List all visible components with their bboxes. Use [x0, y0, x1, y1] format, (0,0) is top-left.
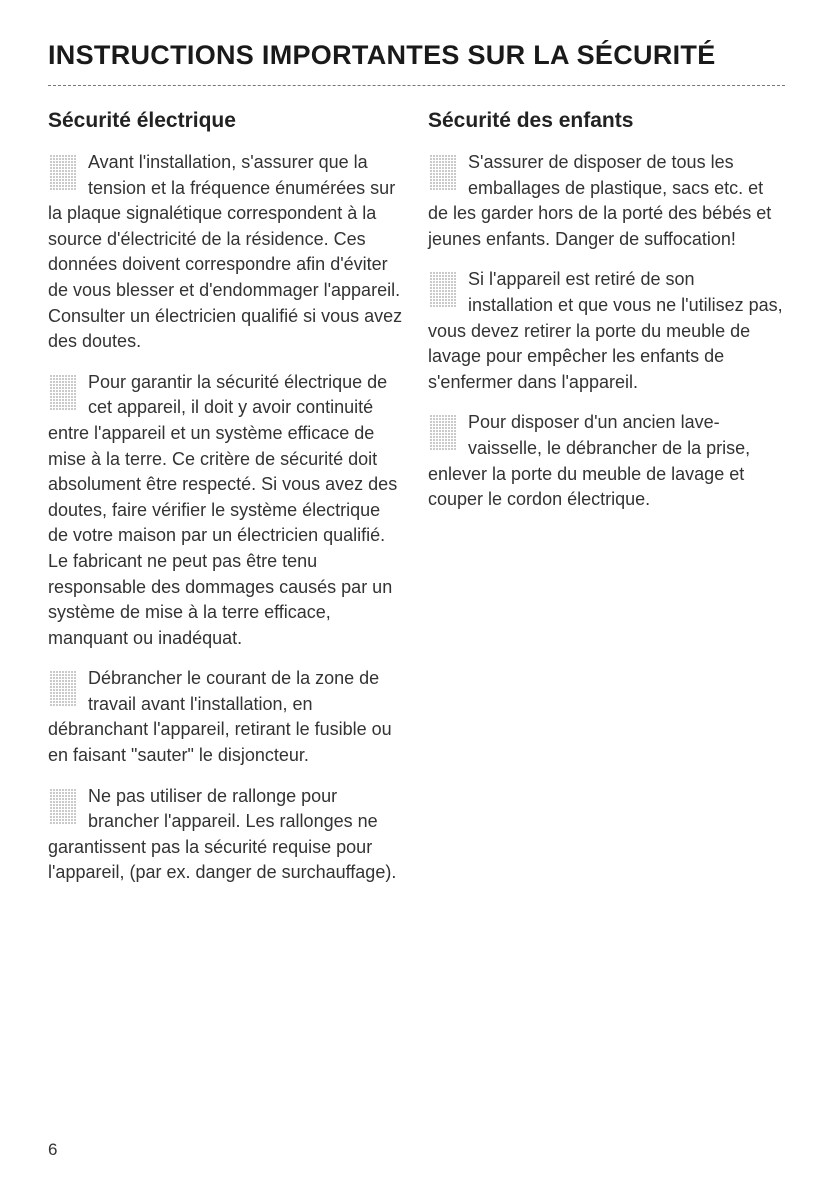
- bullet-marker-icon: [428, 154, 458, 190]
- child-safety-section: [428, 108, 783, 528]
- bullet-marker-icon: [48, 670, 78, 706]
- child-paragraph-2: Si l'appareil est retiré de son installation et que vous ne l'utilisez pas, vous devez retirer la porte du meuble de lavage pour empêcher les enfants de s'enfermer dans l'appareil.: [428, 269, 783, 392]
- bullet-marker-icon: [48, 374, 78, 410]
- electrical-paragraph-1: Avant l'installation, s'assurer que la tension et la fréquence énumérées sur la plaque signalétique correspondent à la source d'électricité de la résidence. Ces données doivent correspondre afin d'éviter de vous blesser et d'endommager l'appareil. Consulter un électricien qualifié si vous avez des doutes.: [48, 152, 403, 352]
- page-number: 6: [48, 1140, 58, 1159]
- bullet-marker-icon: [428, 271, 458, 307]
- electrical-safety-heading: Sécurité électrique: [48, 109, 236, 132]
- electrical-paragraph-2: Pour garantir la sécurité électrique de cet appareil, il doit y avoir continuité entre l'appareil et un système efficace de mise à la terre. Ce critère de sécurité doit absolument être respecté. Si vous avez des doutes, faire vérifier le système électrique de votre maison par un électricien qualifié. Le fabricant ne peut pas être tenu responsable des dommages causés par un système de mise à la terre efficace, manquant ou inadéquat.: [48, 371, 398, 648]
- child-paragraph-1: S'assurer de disposer de tous les emballages de plastique, sacs etc. et de les garder hors de la porté des bébés et jeunes enfants. Danger de suffocation!: [428, 152, 772, 249]
- title-divider: [48, 85, 785, 86]
- electrical-safety-section: [48, 108, 403, 901]
- bullet-marker-icon: [428, 414, 458, 450]
- bullet-marker-icon: [48, 154, 78, 190]
- child-safety-heading: Sécurité des enfants: [428, 109, 634, 132]
- child-paragraph-3: Pour disposer d'un ancien lave-vaisselle, le débrancher de la prise, enlever la porte du meuble de lavage et couper le cordon électrique.: [428, 412, 751, 510]
- page-title: INSTRUCTIONS IMPORTANTES SUR LA SÉCURITÉ: [48, 40, 716, 70]
- electrical-paragraph-4: Ne pas utiliser de rallonge pour brancher l'appareil. Les rallonges ne garantissent pas la sécurité requise pour l'appareil, (par ex. danger de surchauffage).: [48, 785, 397, 883]
- electrical-paragraph-3: Débrancher le courant de la zone de travail avant l'installation, en débranchant l'appareil, retirant le fusible ou en faisant "sauter" le disjoncteur.: [48, 668, 392, 766]
- bullet-marker-icon: [48, 788, 78, 824]
